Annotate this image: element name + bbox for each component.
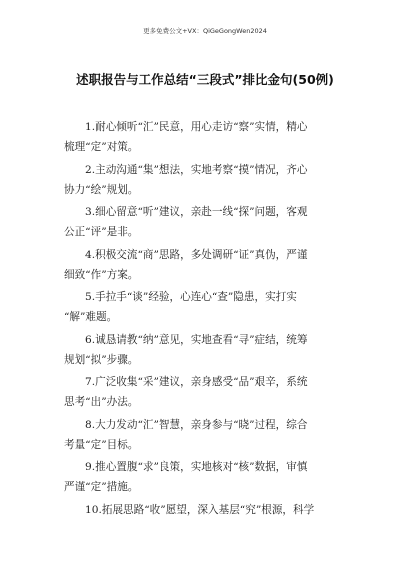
list-item [64, 500, 354, 540]
item-line: 8.大力发动“汇”智慧，亲身参与“晓”过程，综合 [85, 418, 308, 431]
document-title: 述职报告与工作总结“三段式”排比金句(50例) [76, 72, 334, 87]
list-item [64, 202, 354, 242]
list-item [64, 330, 354, 370]
item-line: 5.手拉手“谈”经验，心连心“查”隐患，实打实 [85, 291, 297, 303]
list-item [64, 287, 354, 327]
item-line: 3.细心留意“听”建议，亲赴一线“探”问题，客观 [85, 206, 308, 218]
item-line: 严谨“定”措施。 [64, 481, 139, 493]
item-line: 梳理“定”对策。 [64, 141, 139, 153]
sentence-list [64, 117, 354, 542]
item-line: 6.诚恳请教“纳”意见，实地查看“寻”症结，统筹 [85, 333, 308, 346]
item-line: 细致“作”方案。 [64, 268, 139, 281]
item-line: 协力“绘”规划。 [64, 183, 139, 196]
item-line: 2.主动沟通“集”想法，实地考察“摸”情况，齐心 [85, 163, 308, 176]
header-note: 更多免费公文+VX：QiGeGongWen2024 [143, 27, 267, 35]
list-item [64, 245, 354, 285]
list-item [64, 415, 354, 455]
item-line: 10.拓展思路“收”愿望，深入基层“究”根源，科学 [85, 503, 315, 516]
list-item [64, 372, 354, 412]
item-line: 公正“评”是非。 [64, 226, 139, 238]
item-line: 9.推心置腹“求”良策，实地核对“核”数据，审慎 [85, 461, 308, 473]
item-line: 考量“定”目标。 [64, 438, 139, 451]
list-item [64, 457, 354, 497]
item-line: 7.广泛收集“采”建议，亲身感受“品”艰辛，系统 [85, 376, 308, 388]
item-line: 1.耐心倾听“汇”民意，用心走访“察”实情，精心 [85, 121, 308, 133]
list-item [64, 160, 354, 200]
item-line: “解”难题。 [64, 311, 118, 323]
item-line: 思考“出”办法。 [64, 396, 139, 408]
item-line: 4.积极交流“商”思路，多处调研“证”真伪，严谨 [85, 248, 308, 261]
list-item [64, 117, 354, 157]
item-line: 规划“拟”步骤。 [64, 353, 139, 366]
